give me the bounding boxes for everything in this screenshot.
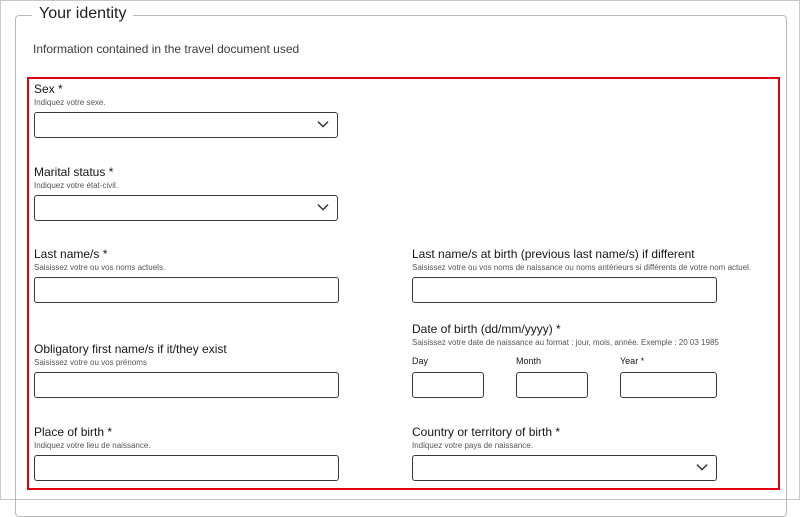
place-of-birth-label: Place of birth * xyxy=(34,425,113,439)
month-input[interactable] xyxy=(516,372,588,398)
last-names-input[interactable] xyxy=(34,277,339,303)
first-names-hint: Saisissez votre ou vos prénoms xyxy=(34,358,147,367)
year-label: Year * xyxy=(620,356,645,366)
chevron-down-icon xyxy=(317,121,329,129)
country-of-birth-select[interactable] xyxy=(412,455,717,481)
day-input[interactable] xyxy=(412,372,484,398)
last-names-birth-input[interactable] xyxy=(412,277,717,303)
first-names-label: Obligatory first name/s if it/they exist xyxy=(34,342,227,356)
last-names-birth-label: Last name/s at birth (previous last name/s) if different xyxy=(412,247,695,261)
sex-label: Sex * xyxy=(34,82,63,96)
country-of-birth-hint: Indiquez votre pays de naissance. xyxy=(412,441,533,450)
marital-status-hint: Indiquez votre état-civil. xyxy=(34,181,119,190)
section-intro: Information contained in the travel document used xyxy=(33,42,300,56)
first-names-input[interactable] xyxy=(34,372,339,398)
year-input[interactable] xyxy=(620,372,717,398)
chevron-down-icon xyxy=(696,464,708,472)
sex-hint: Indiquez votre sexe. xyxy=(34,98,106,107)
fieldset-legend: Your identity xyxy=(32,5,133,23)
country-of-birth-label: Country or territory of birth * xyxy=(412,425,561,439)
sex-select[interactable] xyxy=(34,112,338,138)
chevron-down-icon xyxy=(317,204,329,212)
place-of-birth-input[interactable] xyxy=(34,455,339,481)
last-names-label: Last name/s * xyxy=(34,247,108,261)
date-of-birth-hint: Saisissez votre date de naissance au format : jour, mois, année. Exemple : 20 03 1985 xyxy=(412,338,719,347)
marital-status-select[interactable] xyxy=(34,195,338,221)
last-names-hint: Saisissez votre ou vos noms actuels. xyxy=(34,263,166,272)
place-of-birth-hint: Indiquez votre lieu de naissance. xyxy=(34,441,151,450)
date-of-birth-label: Date of birth (dd/mm/yyyy) * xyxy=(412,322,561,336)
day-label: Day xyxy=(412,356,429,366)
last-names-birth-hint: Saisissez votre ou vos noms de naissance ou noms antérieurs si différents de votre nom actuel. xyxy=(412,263,752,272)
marital-status-label: Marital status * xyxy=(34,165,114,179)
month-label: Month xyxy=(516,356,542,366)
